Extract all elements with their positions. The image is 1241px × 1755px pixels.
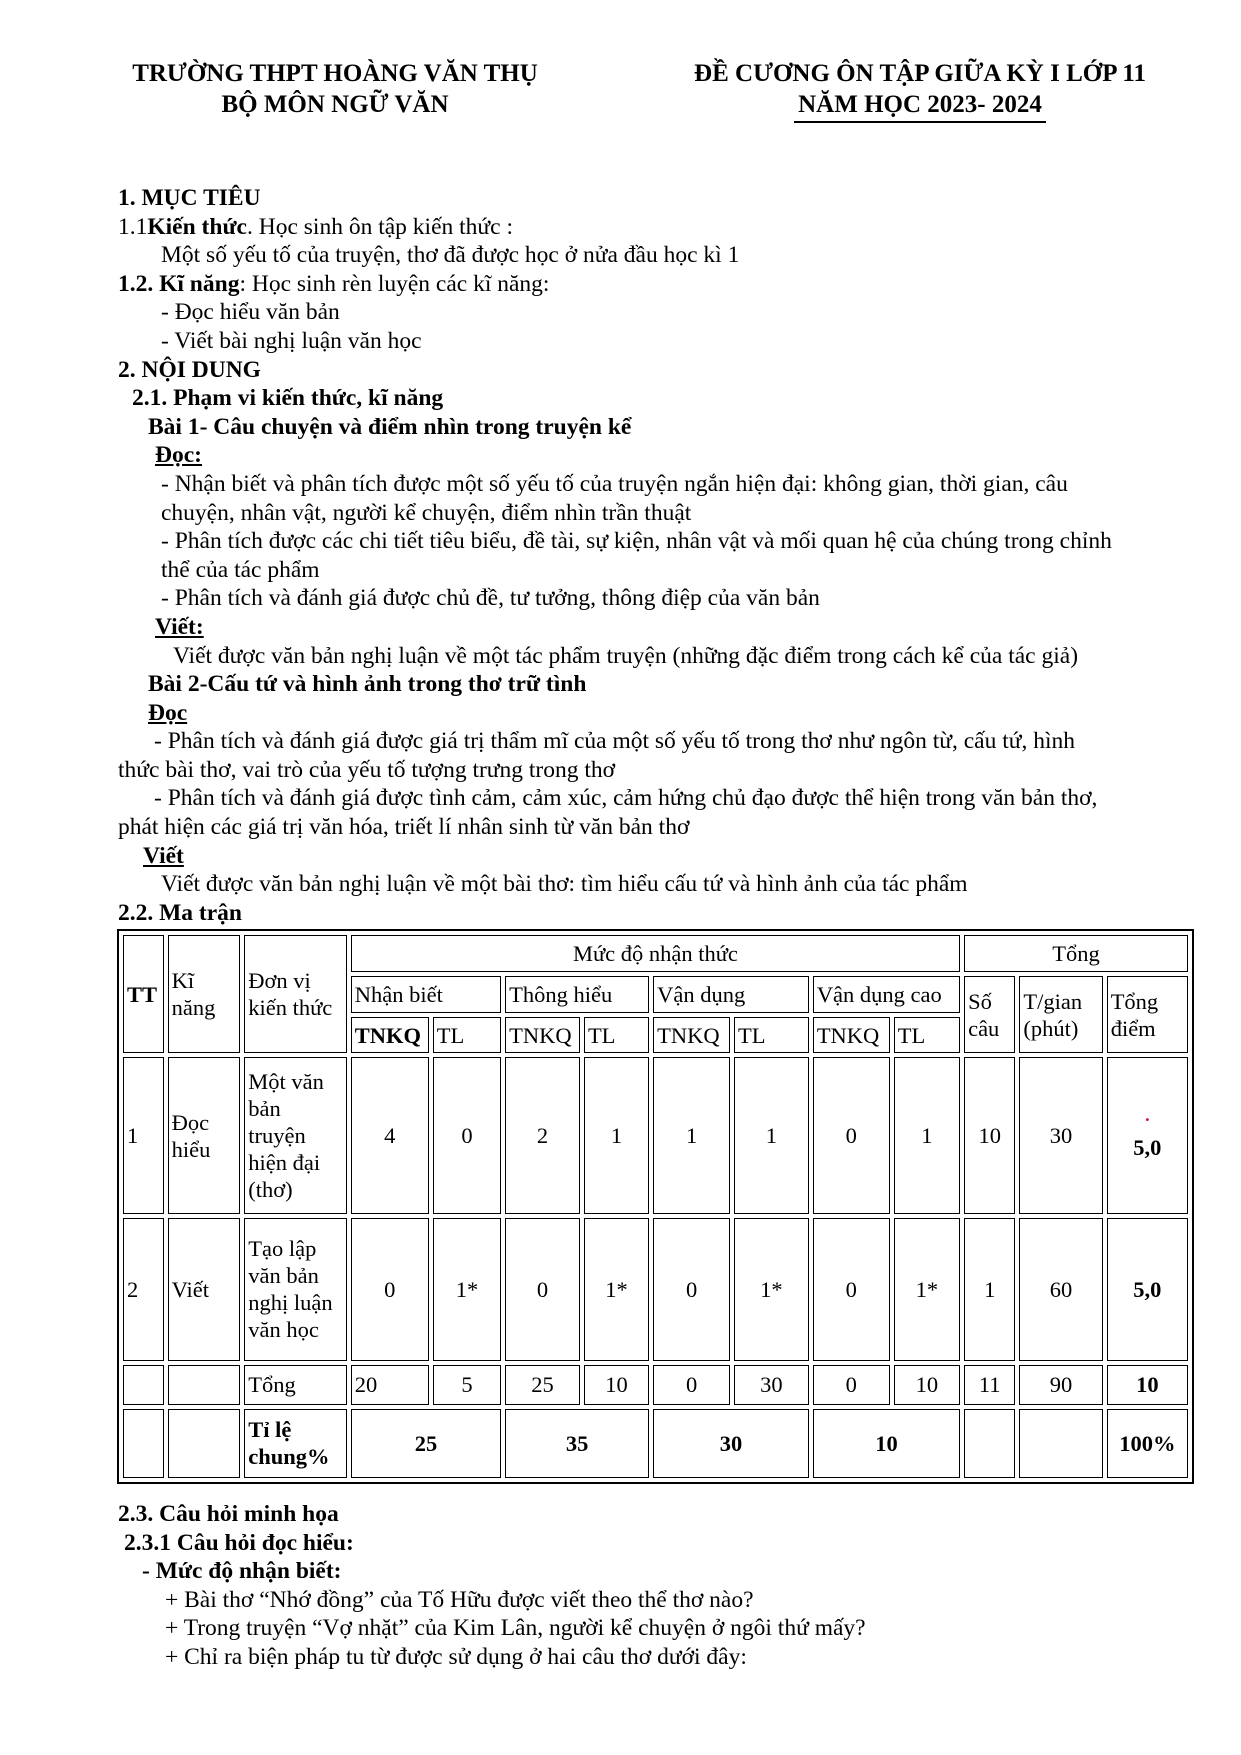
cell-time: 30 xyxy=(1019,1057,1102,1213)
cell-time: 90 xyxy=(1019,1365,1102,1405)
document-title: ĐỀ CƯƠNG ÔN TẬP GIỮA KỲ I LỚP 11 xyxy=(694,60,1146,87)
skills-line xyxy=(118,270,1198,299)
question-item: + Bài thơ “Nhớ đồng” của Tố Hữu được viết theo thể thơ nào? xyxy=(165,1586,754,1613)
cell-time: 60 xyxy=(1019,1218,1102,1361)
lesson-2-reading-item-cont: thức bài thơ, vai trò của yếu tố tượng trưng trong thơ xyxy=(118,756,616,783)
cell-value: 1* xyxy=(433,1218,501,1361)
header-cognitive-level: Mức độ nhận thức xyxy=(351,935,960,972)
cell-score xyxy=(1107,1057,1188,1213)
row-knowledge-unit: Một văn bản truyện hiện đại (thơ) xyxy=(244,1057,347,1213)
cell-value: 4 xyxy=(351,1057,429,1213)
red-dot-mark: . xyxy=(1145,1105,1150,1126)
cell-value: 25 xyxy=(505,1365,580,1405)
header-tl: TL xyxy=(584,1017,649,1054)
document-title-block xyxy=(640,58,1200,123)
matrix-row-ratio xyxy=(123,1409,1188,1478)
cell-value: 2 xyxy=(505,1057,580,1213)
row-tt: 2 xyxy=(123,1218,164,1361)
empty-cell xyxy=(964,1409,1015,1478)
cell-value: 20 xyxy=(351,1365,429,1405)
ratio-high-application: 10 xyxy=(813,1409,960,1478)
lesson-1-writing-item: Viết được văn bản nghị luận về một tác phẩm truyện (những đặc điểm trong cách kể của tác giả) xyxy=(173,642,1079,669)
ratio-application: 30 xyxy=(653,1409,809,1478)
matrix-row-reading xyxy=(123,1057,1188,1213)
subsection-2-1-heading: 2.1. Phạm vi kiến thức, kĩ năng xyxy=(132,385,444,412)
skill-item: - Đọc hiểu văn bản xyxy=(161,299,340,326)
header-knowledge-unit: Đơn vị kiến thức xyxy=(244,935,347,1053)
subsection-2-2-heading: 2.2. Ma trận xyxy=(118,899,243,926)
knowledge-text: . Học sinh ôn tập kiến thức : xyxy=(247,213,513,240)
header-tnkq: TNKQ xyxy=(653,1017,730,1054)
main-content xyxy=(118,184,1198,927)
cell-value: 0 xyxy=(813,1365,890,1405)
ratio-total: 100% xyxy=(1107,1409,1188,1478)
section-2-3-1-heading: 2.3.1 Câu hỏi đọc hiểu: xyxy=(124,1529,354,1556)
cell-value: 0 xyxy=(505,1218,580,1361)
row-skill: Viết xyxy=(168,1218,241,1361)
cell-value: 1* xyxy=(894,1218,960,1361)
header-time: T/gian (phút) xyxy=(1019,976,1102,1054)
skills-text: : Học sinh rèn luyện các kĩ năng: xyxy=(239,270,550,297)
matrix-header-row xyxy=(123,935,1188,972)
empty-cell xyxy=(168,1409,241,1478)
lesson-1-reading-label: Đọc: xyxy=(155,442,202,469)
lesson-1-writing-label: Viết: xyxy=(155,613,204,640)
header-application: Vận dụng xyxy=(653,976,809,1013)
cell-value: 5 xyxy=(433,1365,501,1405)
lesson-2-reading-item: - Phân tích và đánh giá được giá trị thẩm mĩ của một số yếu tố trong thơ như ngôn từ, cấu tứ, hình xyxy=(154,728,1075,755)
header-recognition: Nhận biết xyxy=(351,976,501,1013)
assessment-matrix-table xyxy=(117,929,1194,1484)
lesson-1-reading-item-cont: thể của tác phẩm xyxy=(161,556,320,583)
cell-value: 0 xyxy=(653,1218,730,1361)
matrix-row-writing xyxy=(123,1218,1188,1361)
lesson-2-reading-item-cont: phát hiện các giá trị văn hóa, triết lí nhân sinh từ văn bản thơ xyxy=(118,814,690,841)
cell-value: 0 xyxy=(813,1218,890,1361)
knowledge-prefix: 1.1 xyxy=(118,213,148,240)
lesson-2-writing-item: Viết được văn bản nghị luận về một bài thơ: tìm hiểu cấu tứ và hình ảnh của tác phẩm xyxy=(161,871,968,898)
header-total: Tổng xyxy=(964,935,1188,972)
cell-score: 10 xyxy=(1107,1365,1188,1405)
empty-cell xyxy=(1019,1409,1102,1478)
header-tl: TL xyxy=(734,1017,809,1054)
school-name: TRƯỜNG THPT HOÀNG VĂN THỤ xyxy=(132,60,538,87)
header-tnkq: TNKQ xyxy=(505,1017,580,1054)
cell-question-count: 1 xyxy=(964,1218,1015,1361)
lesson-1-reading-item-cont: chuyện, nhân vật, người kể chuyện, điểm nhìn trần thuật xyxy=(161,499,692,526)
row-skill: Đọc hiểu xyxy=(168,1057,241,1213)
cell-value: 10 xyxy=(894,1365,960,1405)
knowledge-line xyxy=(118,213,1198,242)
section-1-heading: 1. MỤC TIÊU xyxy=(118,185,261,211)
header-tt: TT xyxy=(123,935,164,1053)
header-question-count: Số câu xyxy=(964,976,1015,1054)
skill-item: - Viết bài nghị luận văn học xyxy=(161,327,422,354)
knowledge-item: Một số yếu tố của truyện, thơ đã được học ở nửa đầu học kì 1 xyxy=(161,242,740,269)
section-2-3-heading: 2.3. Câu hỏi minh họa xyxy=(118,1501,339,1527)
recognition-level-label: - Mức độ nhận biết: xyxy=(142,1558,342,1585)
knowledge-label: Kiến thức xyxy=(147,213,247,240)
cell-value: 1 xyxy=(894,1057,960,1213)
question-item: + Trong truyện “Vợ nhặt” của Kim Lân, người kể chuyện ở ngôi thứ mấy? xyxy=(165,1615,866,1642)
ratio-recognition: 25 xyxy=(351,1409,501,1478)
cell-value: 1* xyxy=(584,1218,649,1361)
lesson-1-reading-item: - Phân tích và đánh giá được chủ đề, tư tưởng, thông điệp của văn bản xyxy=(161,585,820,612)
skills-label: 1.2. Kĩ năng xyxy=(118,270,240,297)
matrix-row-total xyxy=(123,1365,1188,1405)
illustrative-questions xyxy=(118,1500,1198,1672)
department-name: BỘ MÔN NGỮ VĂN xyxy=(221,91,449,118)
header-tnkq: TNKQ xyxy=(351,1017,429,1054)
header-total-score: Tổng điểm xyxy=(1107,976,1188,1054)
empty-cell xyxy=(123,1365,164,1405)
cell-value: 0 xyxy=(351,1218,429,1361)
school-header xyxy=(100,58,570,120)
ratio-comprehension: 35 xyxy=(505,1409,649,1478)
header-comprehension: Thông hiểu xyxy=(505,976,649,1013)
section-2-heading: 2. NỘI DUNG xyxy=(118,356,261,383)
empty-cell xyxy=(168,1365,241,1405)
header-skill: Kĩ năng xyxy=(168,935,241,1053)
row-ratio-label: Tỉ lệ chung% xyxy=(244,1409,347,1478)
cell-value: 1 xyxy=(653,1057,730,1213)
cell-question-count: 10 xyxy=(964,1057,1015,1213)
cell-value: 1* xyxy=(734,1218,809,1361)
school-year: NĂM HỌC 2023- 2024 xyxy=(794,89,1046,123)
cell-value: 0 xyxy=(813,1057,890,1213)
header-tl: TL xyxy=(894,1017,960,1054)
lesson-1-reading-item: - Phân tích được các chi tiết tiêu biểu, đề tài, sự kiện, nhân vật và mối quan hệ của chúng trong chỉnh xyxy=(161,528,1112,555)
cell-value: 10 xyxy=(584,1365,649,1405)
lesson-2-reading-item: - Phân tích và đánh giá được tình cảm, cảm xúc, cảm hứng chủ đạo được thể hiện trong văn bản thơ, xyxy=(154,785,1098,812)
empty-cell xyxy=(123,1409,164,1478)
header-tnkq: TNKQ xyxy=(813,1017,890,1054)
lesson-2-title: Bài 2-Cấu tứ và hình ảnh trong thơ trữ tình xyxy=(148,671,587,698)
cell-value: 0 xyxy=(653,1365,730,1405)
cell-value: 30 xyxy=(734,1365,809,1405)
lesson-2-writing-label: Viết xyxy=(143,842,184,869)
lesson-1-reading-item: - Nhận biết và phân tích được một số yếu tố của truyện ngắn hiện đại: không gian, thời gian, câu xyxy=(161,470,1068,497)
lesson-2-reading-label: Đọc xyxy=(148,699,188,726)
row-tt: 1 xyxy=(123,1057,164,1213)
cell-score: 5,0 xyxy=(1107,1218,1188,1361)
row-knowledge-unit: Tạo lập văn bản nghị luận văn học xyxy=(244,1218,347,1361)
row-total-label: Tổng xyxy=(244,1365,347,1405)
cell-value: 0 xyxy=(433,1057,501,1213)
cell-question-count: 11 xyxy=(964,1365,1015,1405)
lesson-1-title: Bài 1- Câu chuyện và điểm nhìn trong truyện kể xyxy=(148,413,632,440)
question-item: + Chỉ ra biện pháp tu từ được sử dụng ở hai câu thơ dưới đây: xyxy=(165,1643,747,1670)
cell-score-value: 5,0 xyxy=(1133,1135,1162,1161)
header-tl: TL xyxy=(433,1017,501,1054)
cell-value: 1 xyxy=(734,1057,809,1213)
header-high-application: Vận dụng cao xyxy=(813,976,960,1013)
cell-value: 1 xyxy=(584,1057,649,1213)
